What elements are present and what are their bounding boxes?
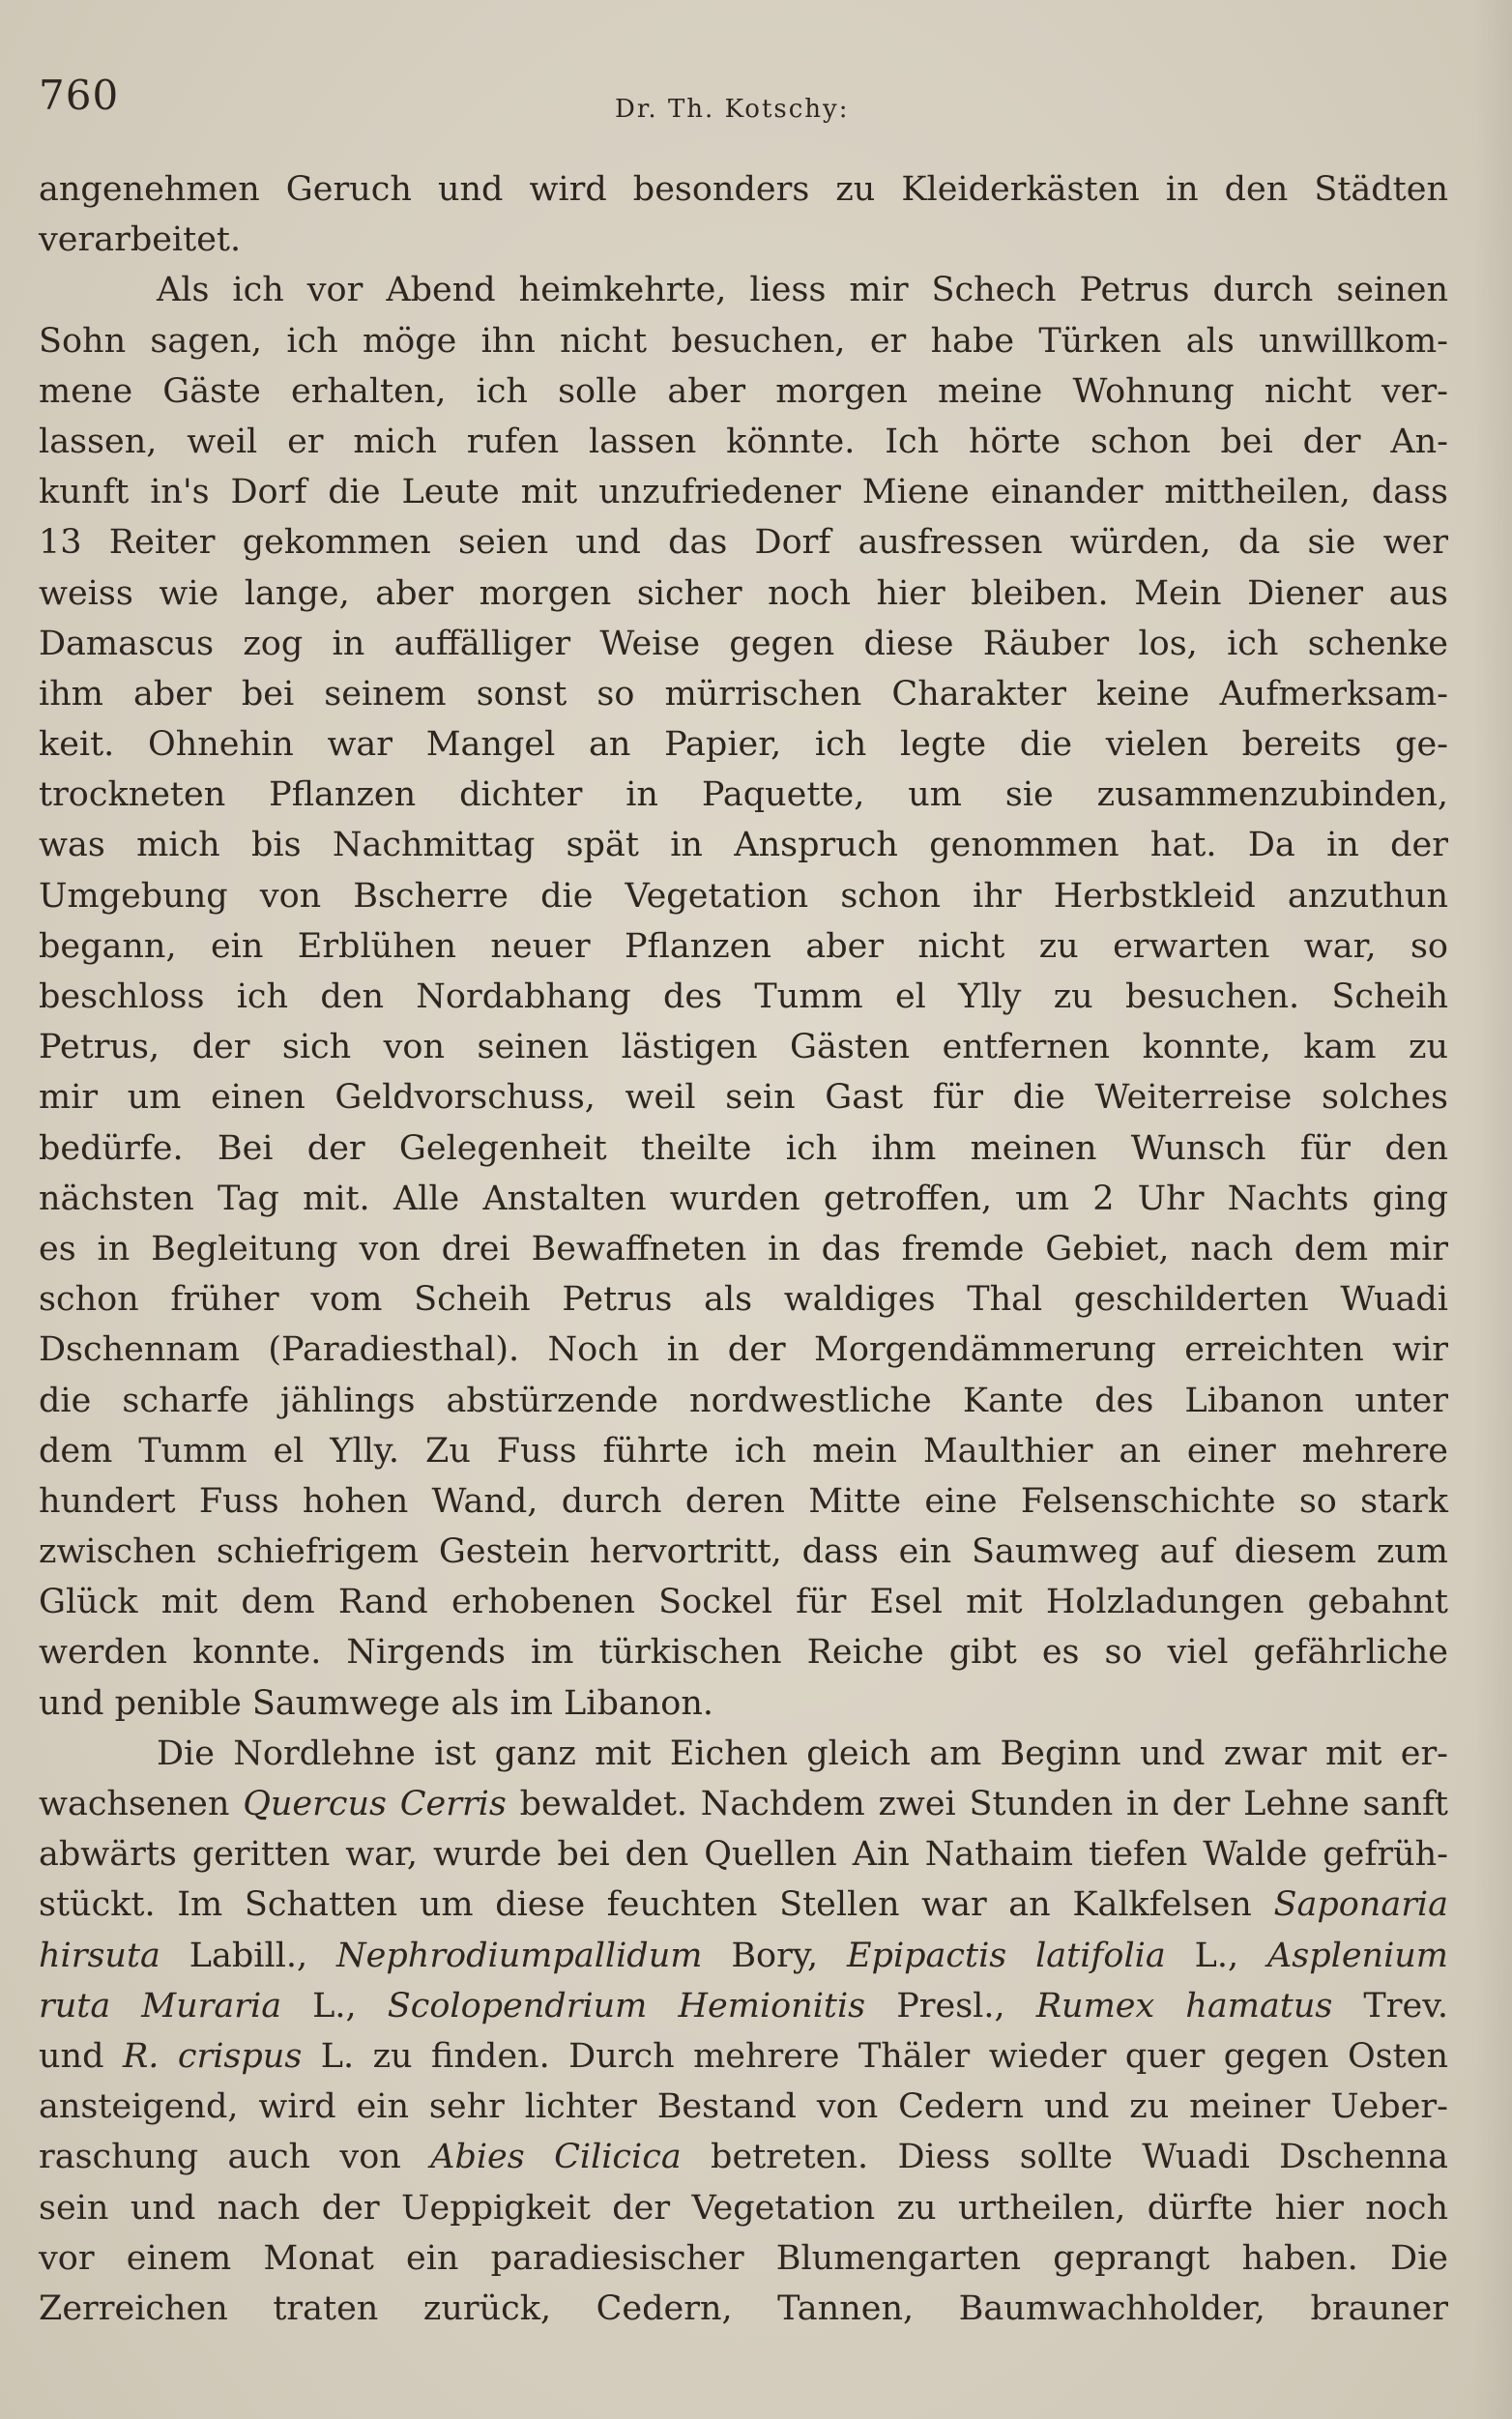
text-line: trockneten Pflanzen dichter in Paquette, um sie zusammenzubinden,: [39, 775, 1448, 815]
text-line: dem Tumm el Ylly. Zu Fuss führte ich mein Maulthier an einer mehrere: [39, 1431, 1448, 1471]
text-line: was mich bis Nachmittag spät in Anspruch genommen hat. Da in der: [39, 826, 1448, 865]
text-line: keit. Ohnehin war Mangel an Papier, ich legte die vielen bereits ge-: [39, 725, 1448, 765]
body-text: [39, 164, 1448, 2334]
text-line: vor einem Monat ein paradiesischer Blumengarten geprangt haben. Die: [39, 2238, 1448, 2278]
text-line: stückt. Im Schatten um diese feuchten Stellen war an Kalkfelsen Saponaria: [39, 1885, 1448, 1925]
text-line: Als ich vor Abend heimkehrte, liess mir Schech Petrus durch seinen: [157, 271, 1448, 310]
text-line: zwischen schiefrigem Gestein hervortritt, dass ein Saumweg auf diesem zum: [39, 1532, 1448, 1572]
text-line: Sohn sagen, ich möge ihn nicht besuchen, er habe Türken als unwillkom-: [39, 321, 1448, 361]
text-line: sein und nach der Ueppigkeit der Vegetation zu urtheilen, dürfte hier noch: [39, 2188, 1448, 2228]
text-line: mir um einen Geldvorschuss, weil sein Gast für die Weiterreise solches: [39, 1078, 1448, 1118]
text-line: weiss wie lange, aber morgen sicher noch hier bleiben. Mein Diener aus: [39, 573, 1448, 613]
text-line: raschung auch von Abies Cilicica betreten. Diess sollte Wuadi Dschenna: [39, 2138, 1448, 2177]
text-line: und penible Saumwege als im Libanon.: [39, 1683, 714, 1723]
text-line: ruta Muraria L., Scolopendrium Hemionitis Presl., Rumex hamatus Trev.: [39, 1986, 1448, 2026]
text-line: die scharfe jählings abstürzende nordwestliche Kante des Libanon unter: [39, 1381, 1448, 1420]
running-header: Dr. Th. Kotschy:: [615, 95, 850, 124]
text-line: Damascus zog in auffälliger Weise gegen diese Räuber los, ich schenke: [39, 624, 1448, 663]
text-line: und R. crispus L. zu finden. Durch mehrere Thäler wieder quer gegen Osten: [39, 2036, 1448, 2076]
text-line: lassen, weil er mich rufen lassen könnte. Ich hörte schon bei der An-: [39, 422, 1448, 461]
text-line: Petrus, der sich von seinen lästigen Gästen entfernen konnte, kam zu: [39, 1028, 1448, 1067]
text-line: begann, ein Erblühen neuer Pflanzen aber nicht zu erwarten war, so: [39, 926, 1448, 966]
text-line: Zerreichen traten zurück, Cedern, Tannen, Baumwachholder, brauner: [39, 2288, 1448, 2328]
text-line: 13 Reiter gekommen seien und das Dorf ausfressen würden, da sie wer: [39, 523, 1448, 563]
text-line: beschloss ich den Nordabhang des Tumm el Ylly zu besuchen. Scheih: [39, 977, 1448, 1016]
text-line: abwärts geritten war, wurde bei den Quellen Ain Nathaim tiefen Walde gefrüh-: [39, 1835, 1448, 1875]
text-line: hirsuta Labill., Nephrodiumpallidum Bory, Epipactis latifolia L., Asplenium: [39, 1936, 1448, 1975]
text-line: verarbeitet.: [39, 220, 242, 260]
page-edge-shadow: [1473, 0, 1512, 2419]
text-line: werden konnte. Nirgends im türkischen Reiche gibt es so viel gefährliche: [39, 1633, 1448, 1673]
text-line: Glück mit dem Rand erhobenen Sockel für Esel mit Holzladungen gebahnt: [39, 1583, 1448, 1622]
page-number: 760: [39, 72, 120, 119]
text-line: kunft in's Dorf die Leute mit unzufriedener Miene einander mittheilen, dass: [39, 473, 1448, 512]
text-line: ihm aber bei seinem sonst so mürrischen Charakter keine Aufmerksam-: [39, 674, 1448, 714]
text-line: Dschennam (Paradiesthal). Noch in der Morgendämmerung erreichten wir: [39, 1330, 1448, 1370]
text-line: Umgebung von Bscherre die Vegetation schon ihr Herbstkleid anzuthun: [39, 876, 1448, 916]
text-line: Die Nordlehne ist ganz mit Eichen gleich am Beginn und zwar mit er-: [157, 1734, 1448, 1773]
text-line: es in Begleitung von drei Bewaffneten in das fremde Gebiet, nach dem mir: [39, 1229, 1448, 1268]
text-line: bedürfe. Bei der Gelegenheit theilte ich ihm meinen Wunsch für den: [39, 1128, 1448, 1168]
text-line: schon früher vom Scheih Petrus als waldiges Thal geschilderten Wuadi: [39, 1280, 1448, 1320]
text-line: hundert Fuss hohen Wand, durch deren Mitte eine Felsenschichte so stark: [39, 1481, 1448, 1521]
text-line: nächsten Tag mit. Alle Anstalten wurden getroffen, um 2 Uhr Nachts ging: [39, 1179, 1448, 1218]
text-line: angenehmen Geruch und wird besonders zu Kleiderkästen in den Städten: [39, 170, 1448, 209]
text-line: wachsenen Quercus Cerris bewaldet. Nachdem zwei Stunden in der Lehne sanft: [39, 1785, 1448, 1823]
text-line: ansteigend, wird ein sehr lichter Bestand von Cedern und zu meiner Ueber-: [39, 2087, 1448, 2127]
text-line: mene Gäste erhalten, ich solle aber morgen meine Wohnung nicht ver-: [39, 371, 1448, 411]
